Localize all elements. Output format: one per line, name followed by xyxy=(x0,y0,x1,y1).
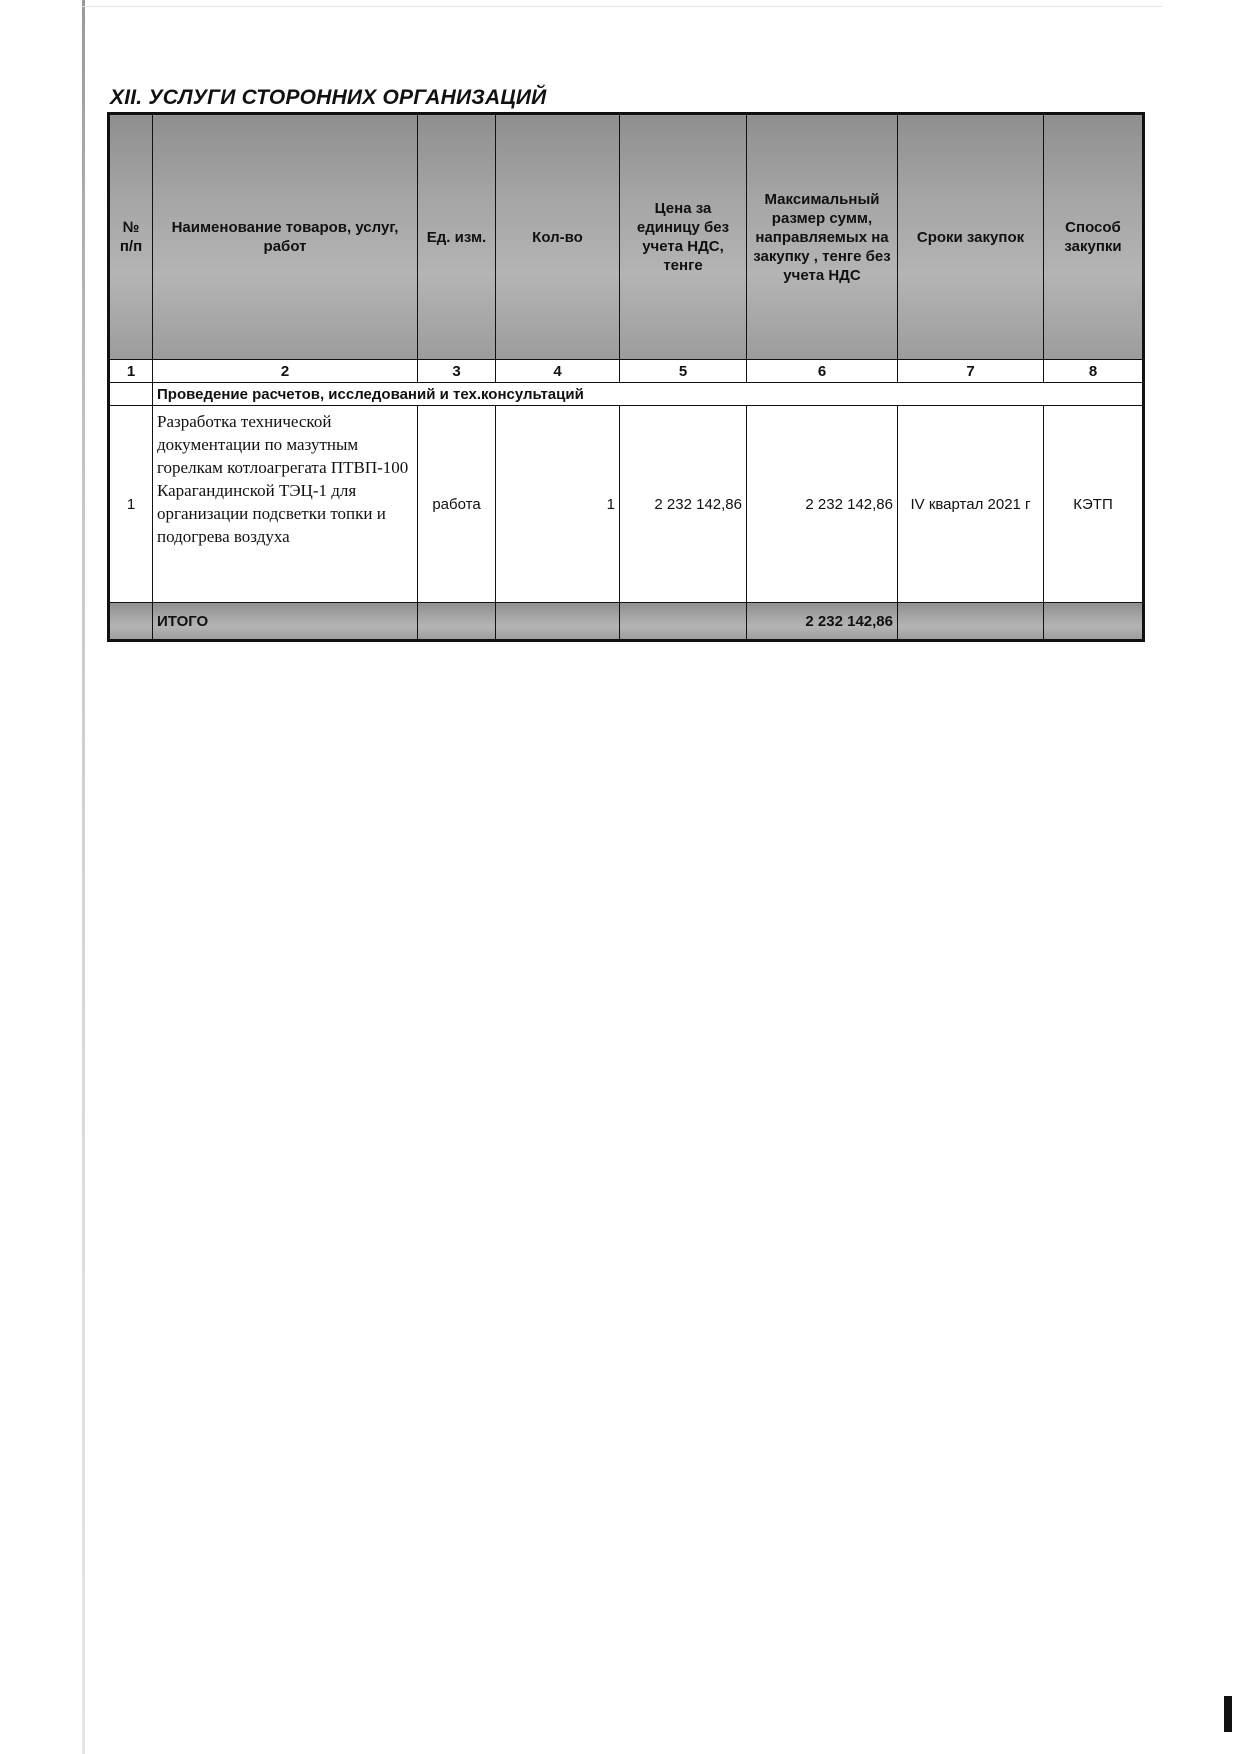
column-number-row xyxy=(109,360,1144,383)
total-row xyxy=(109,603,1144,641)
total-label: ИТОГО xyxy=(153,603,418,641)
header-num: № п/п xyxy=(109,114,153,360)
row-name: Разработка технической документации по мазутным горелкам котлоагрегата ПТВП-100 Карагандинской ТЭЦ-1 для организации подсветки топки и подогрева воздуха xyxy=(153,406,418,603)
total-amount: 2 232 142,86 xyxy=(747,603,898,641)
row-period: IV квартал 2021 г xyxy=(898,406,1044,603)
row-unit: работа xyxy=(418,406,496,603)
table-row xyxy=(109,406,1144,603)
column-number: 3 xyxy=(418,360,496,383)
header-max-amount: Максимальный размер сумм, направляемых на закупку , тенге без учета НДС xyxy=(747,114,898,360)
total-spacer xyxy=(109,603,153,641)
column-number: 2 xyxy=(153,360,418,383)
section-spacer xyxy=(109,383,153,406)
header-unit: Ед. изм. xyxy=(418,114,496,360)
procurement-table xyxy=(107,112,1145,642)
column-number: 1 xyxy=(109,360,153,383)
column-number: 4 xyxy=(496,360,620,383)
scan-mark xyxy=(1224,1696,1232,1732)
header-period: Сроки закупок xyxy=(898,114,1044,360)
column-number: 7 xyxy=(898,360,1044,383)
header-qty: Кол-во xyxy=(496,114,620,360)
section-title-cell: Проведение расчетов, исследований и тех.консультаций xyxy=(153,383,1144,406)
column-number: 5 xyxy=(620,360,747,383)
row-qty: 1 xyxy=(496,406,620,603)
total-empty xyxy=(1044,603,1144,641)
header-row xyxy=(109,114,1144,360)
row-unit-price: 2 232 142,86 xyxy=(620,406,747,603)
column-number: 8 xyxy=(1044,360,1144,383)
row-max-amount: 2 232 142,86 xyxy=(747,406,898,603)
row-num: 1 xyxy=(109,406,153,603)
total-empty xyxy=(898,603,1044,641)
total-empty xyxy=(418,603,496,641)
scan-edge xyxy=(82,0,85,1754)
section-title: XII. УСЛУГИ СТОРОННИХ ОРГАНИЗАЦИЙ xyxy=(110,86,547,109)
header-unit-price: Цена за единицу без учета НДС, тенге xyxy=(620,114,747,360)
scan-artifact xyxy=(82,6,1162,7)
column-number: 6 xyxy=(747,360,898,383)
section-row xyxy=(109,383,1144,406)
header-name: Наименование товаров, услуг, работ xyxy=(153,114,418,360)
total-empty xyxy=(496,603,620,641)
header-method: Способ закупки xyxy=(1044,114,1144,360)
total-empty xyxy=(620,603,747,641)
row-method: КЭТП xyxy=(1044,406,1144,603)
